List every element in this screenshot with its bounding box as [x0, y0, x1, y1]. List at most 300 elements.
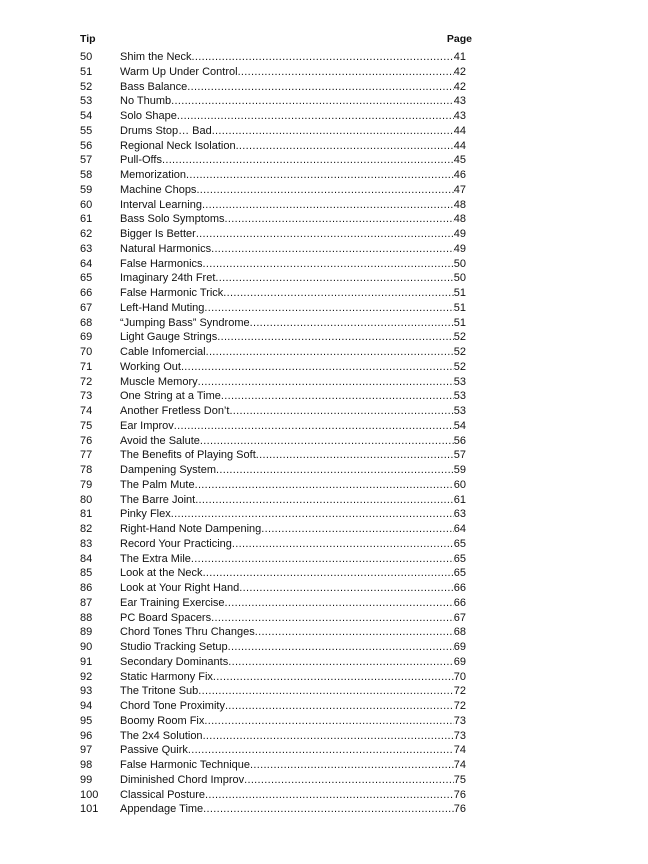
entry-line	[120, 65, 466, 80]
entry-line	[120, 537, 466, 552]
tip-title: Natural Harmonics	[120, 242, 212, 255]
page-number: 51	[453, 316, 466, 329]
dot-leader	[211, 611, 454, 626]
page-number: 74	[453, 759, 466, 771]
toc-entry	[80, 611, 466, 626]
dot-leader	[198, 684, 453, 699]
entry-line	[120, 699, 466, 714]
tip-title: One String at a Time	[120, 390, 221, 403]
dot-leader	[203, 729, 454, 744]
dot-leader	[174, 419, 454, 434]
toc-header	[80, 33, 472, 49]
page-number: 51	[453, 287, 466, 299]
dot-leader	[191, 552, 454, 567]
tip-title: Imaginary 24th Fret	[120, 272, 216, 285]
dot-leader	[216, 463, 454, 478]
dot-leader	[186, 168, 454, 183]
tip-title: Warm Up Under Control	[120, 65, 238, 78]
tip-number: 75	[80, 419, 93, 432]
toc-entry	[80, 389, 466, 404]
entry-line	[120, 802, 466, 817]
dot-leader	[225, 596, 454, 611]
tip-title: Passive Quirk	[120, 744, 188, 757]
tip-title: Avoid the Salute	[120, 434, 200, 447]
page-number: 41	[453, 51, 466, 63]
page-number: 59	[453, 464, 466, 476]
dot-leader	[211, 242, 454, 257]
entry-line	[120, 684, 466, 699]
tip-title: Memorization	[120, 169, 187, 181]
entry-line	[120, 168, 466, 183]
dot-leader	[213, 670, 454, 685]
dot-leader	[232, 537, 454, 552]
tip-number: 63	[80, 242, 93, 255]
toc-entry	[80, 212, 466, 227]
page-number: 64	[453, 523, 466, 535]
page-number: 43	[453, 95, 466, 108]
tip-number: 74	[80, 405, 93, 417]
dot-leader	[250, 758, 454, 773]
dot-leader	[196, 183, 453, 198]
dot-leader	[255, 625, 454, 640]
page-number: 67	[453, 611, 466, 624]
entry-line	[120, 94, 466, 109]
page-number: 65	[453, 552, 466, 565]
dot-leader	[192, 50, 454, 65]
toc-entry	[80, 566, 466, 581]
tip-title: Studio Tracking Setup	[120, 641, 228, 653]
tip-title: The Benefits of Playing Soft	[120, 449, 256, 462]
tip-title: Static Harmony Fix	[120, 670, 213, 683]
toc-entry	[80, 522, 466, 537]
toc-entry	[80, 507, 466, 522]
dot-leader	[195, 478, 454, 493]
tip-number: 101	[80, 803, 99, 816]
entry-line	[120, 50, 466, 65]
dot-leader	[244, 773, 454, 788]
page-number: 65	[453, 567, 466, 580]
page-number: 76	[453, 803, 466, 816]
entry-line	[120, 242, 466, 257]
page-number: 44	[453, 124, 466, 137]
tip-number: 60	[80, 198, 93, 211]
dot-leader	[221, 389, 454, 404]
dot-leader	[206, 345, 454, 360]
tip-number: 92	[80, 670, 93, 683]
page-number: 52	[453, 360, 466, 373]
tip-title: PC Board Spacers	[120, 611, 212, 624]
page-number: 69	[453, 655, 466, 668]
page-number: 51	[453, 301, 466, 314]
tip-title: Bigger Is Better	[120, 228, 196, 240]
dot-leader	[223, 286, 453, 301]
tip-title: The Extra Mile	[120, 552, 191, 565]
toc-entry	[80, 345, 466, 360]
dot-leader	[188, 743, 454, 758]
dot-leader	[217, 330, 454, 345]
tip-number: 95	[80, 714, 93, 727]
toc-entry	[80, 257, 466, 272]
dot-leader	[177, 109, 454, 124]
dot-leader	[256, 448, 454, 463]
tip-number: 52	[80, 80, 93, 93]
tip-number: 90	[80, 641, 93, 653]
tip-number: 68	[80, 316, 93, 329]
page-number: 50	[453, 257, 466, 270]
dot-leader	[236, 139, 454, 154]
tip-title: “Jumping Bass” Syndrome	[120, 316, 250, 329]
toc-entry	[80, 788, 466, 803]
toc-entry	[80, 65, 466, 80]
toc-entry	[80, 242, 466, 257]
toc-entry	[80, 153, 466, 168]
entry-line	[120, 463, 466, 478]
entry-line	[120, 419, 466, 434]
toc-entry	[80, 50, 466, 65]
page-number: 73	[453, 729, 466, 742]
entry-line	[120, 655, 466, 670]
entry-line	[120, 345, 466, 360]
tip-number: 97	[80, 744, 93, 757]
page-number: 73	[453, 714, 466, 727]
page-number: 49	[453, 242, 466, 255]
entry-line	[120, 404, 466, 419]
page-number: 53	[453, 375, 466, 388]
tip-title: Pull-Offs	[120, 154, 162, 167]
tip-number: 66	[80, 287, 93, 299]
page-number: 69	[453, 641, 466, 653]
dot-leader	[195, 493, 454, 508]
page-number: 45	[453, 154, 466, 167]
entry-line	[120, 286, 466, 301]
tip-number: 61	[80, 213, 93, 226]
entry-line	[120, 611, 466, 626]
entry-line	[120, 80, 466, 95]
entry-line	[120, 670, 466, 685]
toc-entry	[80, 596, 466, 611]
toc-entry	[80, 537, 466, 552]
toc-entry	[80, 301, 466, 316]
tip-number: 80	[80, 493, 93, 506]
tip-number: 79	[80, 478, 93, 491]
tip-number: 64	[80, 257, 93, 270]
entry-line	[120, 375, 466, 390]
entry-line	[120, 389, 466, 404]
tip-title: Chord Tones Thru Changes	[120, 626, 255, 639]
toc-entry	[80, 493, 466, 508]
entry-line	[120, 330, 466, 345]
tip-number: 91	[80, 655, 93, 668]
tip-number: 88	[80, 611, 93, 624]
toc-entry	[80, 773, 466, 788]
toc-entry	[80, 729, 466, 744]
dot-leader	[203, 257, 454, 272]
tip-number: 93	[80, 685, 93, 698]
tip-number: 89	[80, 626, 93, 639]
toc-entry	[80, 183, 466, 198]
dot-leader	[171, 507, 454, 522]
toc-entry	[80, 743, 466, 758]
tip-number: 82	[80, 523, 93, 535]
tip-title: No Thumb	[120, 95, 172, 108]
tip-number: 56	[80, 139, 93, 152]
toc-entry	[80, 419, 466, 434]
tip-title: Bass Balance	[120, 80, 188, 93]
dot-leader	[181, 360, 454, 375]
entry-line	[120, 124, 466, 139]
entry-line	[120, 257, 466, 272]
tip-number: 84	[80, 552, 93, 565]
tip-number: 98	[80, 759, 93, 771]
toc-entry	[80, 360, 466, 375]
tip-title: Another Fretless Don’t	[120, 405, 230, 417]
tip-number: 71	[80, 360, 93, 373]
entry-line	[120, 552, 466, 567]
tip-title: Ear Training Exercise	[120, 596, 225, 609]
page-number: 54	[453, 419, 466, 432]
dot-leader	[261, 522, 454, 537]
page-number: 52	[453, 331, 466, 344]
tip-title: The Tritone Sub	[120, 685, 199, 698]
tip-title: The 2x4 Solution	[120, 729, 203, 742]
dot-leader	[200, 434, 454, 449]
tip-number: 54	[80, 110, 93, 122]
tip-number: 99	[80, 773, 93, 786]
page-number: 48	[453, 213, 466, 226]
entry-line	[120, 316, 466, 331]
tip-number: 77	[80, 449, 93, 462]
tip-number: 51	[80, 65, 93, 78]
tip-title: Light Gauge Strings	[120, 331, 218, 344]
page-number: 46	[453, 169, 466, 181]
tip-number: 72	[80, 375, 93, 388]
toc-entry	[80, 109, 466, 124]
tip-number: 85	[80, 567, 93, 580]
tip-title: Dampening System	[120, 464, 216, 476]
tip-title: Drums Stop… Bad	[120, 124, 212, 137]
entry-line	[120, 493, 466, 508]
tip-title: Diminished Chord Improv	[120, 773, 245, 786]
toc-entry	[80, 448, 466, 463]
toc-entry	[80, 404, 466, 419]
toc-entry	[80, 552, 466, 567]
page-column-heading: Page	[446, 33, 472, 45]
tip-title: Interval Learning	[120, 198, 202, 211]
page-number: 42	[453, 80, 466, 93]
dot-leader	[187, 80, 453, 95]
tip-number: 65	[80, 272, 93, 285]
page-number: 72	[453, 700, 466, 712]
entry-line	[120, 566, 466, 581]
toc-entry	[80, 581, 466, 596]
entry-line	[120, 183, 466, 198]
entry-line	[120, 271, 466, 286]
dot-leader	[204, 714, 453, 729]
dot-leader	[229, 404, 453, 419]
entry-line	[120, 198, 466, 213]
page-number: 61	[453, 493, 466, 506]
page-number: 72	[453, 685, 466, 698]
toc-entry	[80, 640, 466, 655]
tip-title: Look at the Neck	[120, 567, 203, 580]
tip-number: 55	[80, 124, 93, 137]
toc-entry	[80, 684, 466, 699]
page-number: 48	[453, 198, 466, 211]
toc-entry	[80, 714, 466, 729]
toc-entry	[80, 625, 466, 640]
toc-entry	[80, 655, 466, 670]
page-number: 76	[453, 788, 466, 801]
tip-number: 86	[80, 582, 93, 594]
entry-line	[120, 714, 466, 729]
tip-title: Right-Hand Note Dampening	[120, 523, 262, 535]
tip-title: Boomy Room Fix	[120, 714, 205, 727]
dot-leader	[225, 699, 454, 714]
tip-number: 67	[80, 301, 93, 314]
toc-entry	[80, 139, 466, 154]
entry-line	[120, 758, 466, 773]
page-number: 63	[453, 508, 466, 521]
tip-number: 87	[80, 596, 93, 609]
dot-leader	[225, 212, 454, 227]
dot-leader	[196, 227, 454, 242]
dot-leader	[239, 581, 453, 596]
dot-leader	[215, 271, 453, 286]
toc-entry	[80, 375, 466, 390]
toc-entry	[80, 330, 466, 345]
tip-number: 83	[80, 537, 93, 550]
page-number: 53	[453, 405, 466, 417]
tip-title: Chord Tone Proximity	[120, 700, 225, 712]
toc-entry	[80, 168, 466, 183]
page-number: 44	[453, 139, 466, 152]
tip-number: 57	[80, 154, 93, 167]
tip-title: Pinky Flex	[120, 508, 171, 521]
page-number: 43	[453, 110, 466, 122]
dot-leader	[238, 65, 454, 80]
entry-line	[120, 729, 466, 744]
page-number: 42	[453, 65, 466, 78]
dot-leader	[205, 788, 454, 803]
tip-number: 53	[80, 95, 93, 108]
entry-line	[120, 625, 466, 640]
page-number: 75	[453, 773, 466, 786]
tip-title: Regional Neck Isolation	[120, 139, 236, 152]
tip-column-heading: Tip	[80, 33, 96, 45]
toc-entry	[80, 802, 466, 817]
page-number: 49	[453, 228, 466, 240]
toc-entry	[80, 478, 466, 493]
tip-title: Solo Shape	[120, 110, 177, 122]
toc-list	[80, 50, 466, 817]
toc-entry	[80, 699, 466, 714]
tip-title: False Harmonics	[120, 257, 203, 270]
entry-line	[120, 448, 466, 463]
tip-title: Working Out	[120, 360, 181, 373]
dot-leader	[212, 124, 454, 139]
tip-title: Record Your Practicing	[120, 537, 232, 550]
tip-number: 70	[80, 346, 93, 358]
tip-number: 69	[80, 331, 93, 344]
dot-leader	[203, 566, 454, 581]
entry-line	[120, 301, 466, 316]
tip-title: Classical Posture	[120, 788, 205, 801]
tip-title: Cable Infomercial	[120, 346, 206, 358]
dot-leader	[171, 94, 454, 109]
page-number: 68	[453, 626, 466, 639]
dot-leader	[202, 198, 454, 213]
tip-number: 59	[80, 183, 93, 196]
entry-line	[120, 596, 466, 611]
tip-title: Ear Improv	[120, 419, 174, 432]
entry-line	[120, 109, 466, 124]
entry-line	[120, 434, 466, 449]
dot-leader	[250, 316, 454, 331]
page-number: 50	[453, 272, 466, 285]
tip-title: Bass Solo Symptoms	[120, 213, 225, 226]
toc-entry	[80, 227, 466, 242]
tip-number: 81	[80, 508, 93, 521]
entry-line	[120, 227, 466, 242]
dot-leader	[162, 153, 454, 168]
tip-number: 94	[80, 700, 93, 712]
entry-line	[120, 640, 466, 655]
tip-number: 62	[80, 228, 93, 240]
page-number: 74	[453, 744, 466, 757]
tip-title: The Palm Mute	[120, 478, 195, 491]
toc-entry	[80, 670, 466, 685]
entry-line	[120, 478, 466, 493]
tip-title: Machine Chops	[120, 183, 197, 196]
tip-title: Look at Your Right Hand	[120, 582, 240, 594]
page-number: 70	[453, 670, 466, 683]
tip-title: Secondary Dominants	[120, 655, 229, 668]
dot-leader	[198, 375, 454, 390]
entry-line	[120, 773, 466, 788]
toc-entry	[80, 271, 466, 286]
tip-number: 50	[80, 51, 93, 63]
toc-entry	[80, 286, 466, 301]
tip-number: 78	[80, 464, 93, 476]
page-number: 65	[453, 537, 466, 550]
toc-entry	[80, 316, 466, 331]
tip-title: The Barre Joint	[120, 493, 196, 506]
dot-leader	[228, 640, 454, 655]
toc-entry	[80, 124, 466, 139]
tip-number: 76	[80, 434, 93, 447]
toc-entry	[80, 434, 466, 449]
page-number: 66	[453, 596, 466, 609]
toc-entry	[80, 94, 466, 109]
tip-number: 100	[80, 788, 99, 801]
entry-line	[120, 507, 466, 522]
entry-line	[120, 360, 466, 375]
dot-leader	[228, 655, 454, 670]
tip-title: False Harmonic Technique	[120, 759, 251, 771]
page-number: 57	[453, 449, 466, 462]
page-number: 53	[453, 390, 466, 403]
entry-line	[120, 212, 466, 227]
entry-line	[120, 581, 466, 596]
tip-number: 73	[80, 390, 93, 403]
entry-line	[120, 788, 466, 803]
tip-title: Appendage Time	[120, 803, 204, 816]
tip-title: Muscle Memory	[120, 375, 198, 388]
toc-entry	[80, 463, 466, 478]
tip-title: False Harmonic Trick	[120, 287, 224, 299]
dot-leader	[203, 802, 454, 817]
page-number: 52	[453, 346, 466, 358]
